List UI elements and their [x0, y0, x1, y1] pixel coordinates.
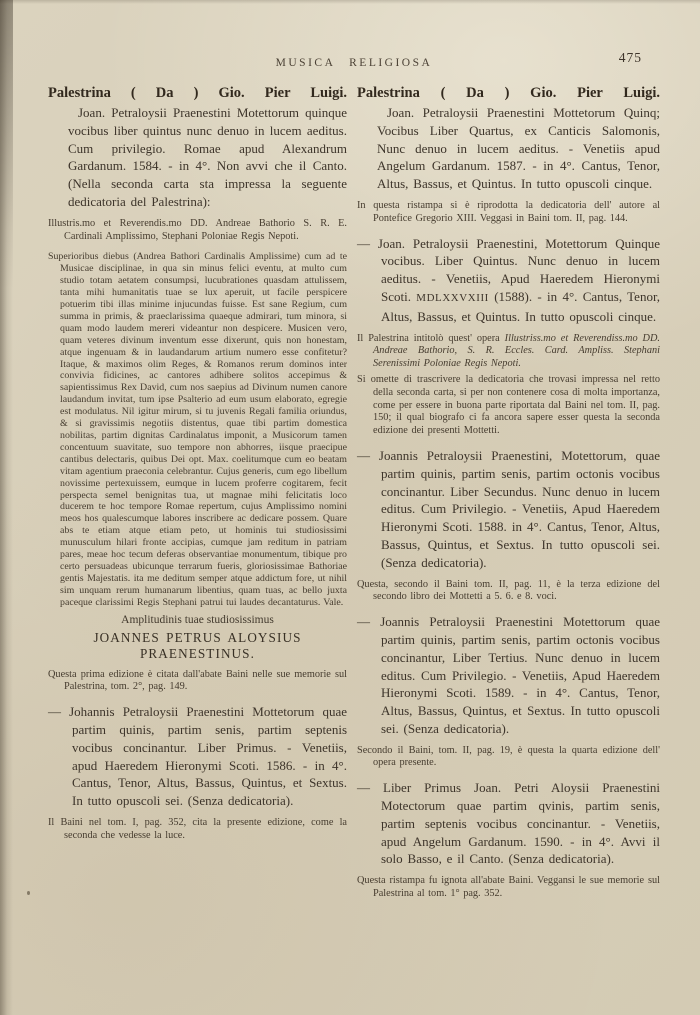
- editor-note-baini-352: Il Baini nel tom. I, pag. 352, cita la presente edizione, come la seconda che vedesse la luce.: [48, 816, 347, 841]
- entry-text-rest: (1588). - in 4°. Cantus, Tenor, Altus, Bassus, et Quintus. In tutto opuscoli cinque.: [381, 288, 661, 324]
- scan-top-edge-shadow: [0, 0, 700, 4]
- dedication-body-latin: Superioribus diebus (Andrea Bathori Cardinalis Amplissime) cum ad te Musicae disciplinae, in qua sin minus felici eventu, at multo cum studio totam aetatem consumpsi, lucubrationes quasdam attulissem, tanta mihi humanitatis tuae se lux aperuit, ut facile perspicere potuerim tibi illas minime injucundas fuisse. Est sane Regium, cum summa in primis, & praeclarissima quaeque admirari, tum minora, si quam modo laudem mereri videantur non despicere. Musicen vero, quam veteres divinum inventum esse dixerunt, quis non honestam, atque ingenuam & in laudandarum artium numero esse confitetur? Itaque, & maximos olim Reges, & Romanos rerum dominos inter convivia fidicines, ac cantores adhibere solitos accepimus & sapientissimus Rex David, cum nos saepius ad Divinum numen canore laudandum invitat, tum ipse Psalterio ad eum usum elaborato, egregie est modulatus. Nil igitur mirum, si tu juvenis Regali familia oriundus, & si gravissimis negotiis distentus, quae tibi partim domestica nobilitas, partim dignitas Cardinalatus imponit, a Musicorum tamen concentuum suavitate, suo tempore non abhorres, iisque praecipue cantibus delectaris, quibus Dei opt. Max. coelitumque cum eo beatam vitam agentium praeconia celebrantur. Cujus generis, cum ego libellum novissime pertexuissem, eumque in lucem proferre cogitarem, fecit perspecta semel benignitas tua, ut magnae mihi felicitatis loco ducerem te hoc tempore Romae repertum, cujus Amplissimo nomini meos hos qualescumque labores inscribere ac dedicare possem. Quare abs te etiam atque etiam peto, ut hominis tui studiosissimi munusculum hilari fronte accipias, cumque jam reditum in patriam pares, meae hoc tecum deferas observantiae monumentum, tibique pro certo persuadeas ubicunque terrarum fueris, gloriosissimae Bathoriae gentis Majestatis. ita me deditum semper atque addictum fore, ut nihil sim unquam rerum humanarum libentius, quam tuas, ac bello juxta paceque clarissimi Regis Stephani patrui tui laudes decantaturus. Vale.: [48, 251, 347, 608]
- entry-liber-primus-1590: — Liber Primus Joan. Petri Aloysii Praenestini Motectorum quae partim qvinis, partim senis, partim septenis vocibus concinantur. - Venetiis, apud Angelum Gardanum. 1590. - in 4°. Avvi il solo Basso, e il Canto. (Senza dedicatoria).: [357, 780, 660, 867]
- editor-note-terza-edizione: Questa, secondo il Baini tom. II, pag. 11, è la terza edizione del secondo libro dei Mottetti a 5. 6. e 8. voci.: [357, 578, 660, 603]
- page-header: [48, 50, 660, 71]
- entry-liber-quartus-1587: Joan. Petraloysii Praenestini Mottetorum Quinq; Vocibus Liber Quartus, ex Canticis Salomonis, Nunc denuo in lucem aeditus. - Venetiis apud Angelum Gardanum. 1587. - in 4°. Cantus, Tenor, Altus, Bassus, et Quintus. In tutto opuscoli cinque.: [377, 105, 660, 192]
- entry-liber-quintus-1588: [357, 235, 660, 326]
- entry-heading-palestrina: Palestrina ( Da ) Gio. Pier Luigi.: [48, 85, 347, 101]
- editor-note-dedication-title: [357, 333, 660, 371]
- entry-motettorum-liber-quintus-1584: Joan. Petraloysii Praenestini Motettorum quinque vocibus liber quintus nunc denuo in lucem aeditus. Cum privilegio. Romae apud Alexandrum Gardanum. 1584. - in 4°. Non avvi che il Canto. (Nella seconda carta sta impressa la seguente dedicatoria del Palestrina):: [68, 105, 347, 209]
- note-dedication-title-italic: Illustriss.mo et Reverendiss.mo DD. Andreae Bathorio, S. R. Eccles. Card. Ampliss. Stephani Serenissimi Poloniae Regis Nepoti.: [373, 332, 660, 370]
- running-title: MUSICA RELIGIOSA: [275, 57, 433, 69]
- entry-liber-tertius-1589: — Joannis Petraloysii Praenestini Motettorum quae partim quinis, partim senis, partim octonis vocibus concinantur, Liber Tertius. Nunc denuo in lucem editus. Cum Privilegio. - Venetiis, Apud Haeredem Hieronymi Scoti. 1589. - in 4°. Cantus, Tenor, Altus, Bassus, Quintus, et Sextus. In tutto opuscoli sei. (Senza dedicatoria).: [357, 614, 660, 736]
- paper-speck: [27, 891, 30, 895]
- editor-note-gregorio-xiii: In questa ristampa si è riprodotta la dedicatoria dell' autore al Pontefice Gregorio XIII. Veggasi in Baini tom. II, pag. 144.: [357, 199, 660, 224]
- left-column: [48, 84, 347, 843]
- entry-liber-secundus-1588: — Joannis Petraloysii Praenestini, Motettorum, quae partim quinis, partim senis, partim octonis vocibus concinantur. Liber Secundus. Nunc denuo in lucem editus. Cum Privilegio. - Venetiis, Apud Haeredem Hieronymi Scoti. 1588. in 4°. Cantus, Tenor, Altus, Bassus, Quintus, et Sextus. In tutto opuscoli sei. (Senza dedicatoria).: [357, 447, 660, 570]
- dedication-signature: JOANNES PETRUS ALOYSIUS PRAENESTINUS.: [93, 629, 302, 661]
- roman-numeral-date: MDLXXVXIII: [416, 291, 489, 304]
- editor-note-quarta-edizione: Secondo il Baini, tom. II, pag. 19, è questa la quarta edizione dell' opera presente.: [357, 744, 660, 769]
- entry-text-lead: — Joan. Petraloysii Praenestini, Motettorum Quinque vocibus. Liber Quintus. Nunc denuo in lucem aeditus. - Venetiis, Apud Haeredem Hieronymi Scoti.: [357, 235, 660, 304]
- editor-note-omitted-dedication: Si omette di trascrivere la dedicatoria che trovasi impressa nel retto della seconda carta, si per non contenere cosa di molta importanza, come per essere in buona parte riportata dal Baini nel tom. II, pag. 150; il qual biografo ci fa ancora sapere esser questa la seconda edizione dei presenti Mottetti.: [357, 373, 660, 437]
- entry-heading-palestrina: Palestrina ( Da ) Gio. Pier Luigi.: [357, 85, 660, 101]
- editor-note-baini-149: Questa prima edizione è citata dall'abate Baini nelle sue memorie sul Palestrina, tom. 2°, pag. 149.: [48, 668, 347, 693]
- dedication-valediction: Amplitudinis tuae studiosissimus: [121, 613, 274, 626]
- page-number: 475: [618, 50, 642, 65]
- entry-mottetorum-liber-primus-1586: — Johannis Petraloysii Praenestini Mottetorum quae partim quinis, partim senis, partim septenis vocibus concinantur. Liber Primus. - Venetiis, apud Haeredem Hieronymi Scoti. 1586. - in 4°. Cantus, Tenor, Altus, Bassus, Quintus, et Sextus. In tutto opuscoli sei. (Senza dedicatoria).: [48, 704, 347, 809]
- dedication-address: Illustris.mo et Reverendis.mo DD. Andreae Bathorio S. R. E. Cardinali Amplissimo, Stephani Poloniae Regis Nepoti.: [48, 217, 347, 242]
- editor-note-ignota-baini: Questa ristampa fu ignota all'abate Baini. Veggansi le sue memorie sul Palestrina al tom. 1° pag. 352.: [357, 875, 660, 900]
- scan-left-edge-shadow: [0, 0, 13, 1015]
- right-column: [357, 84, 660, 901]
- note-text-lead: Il Palestrina intitolò quest' opera: [357, 332, 505, 344]
